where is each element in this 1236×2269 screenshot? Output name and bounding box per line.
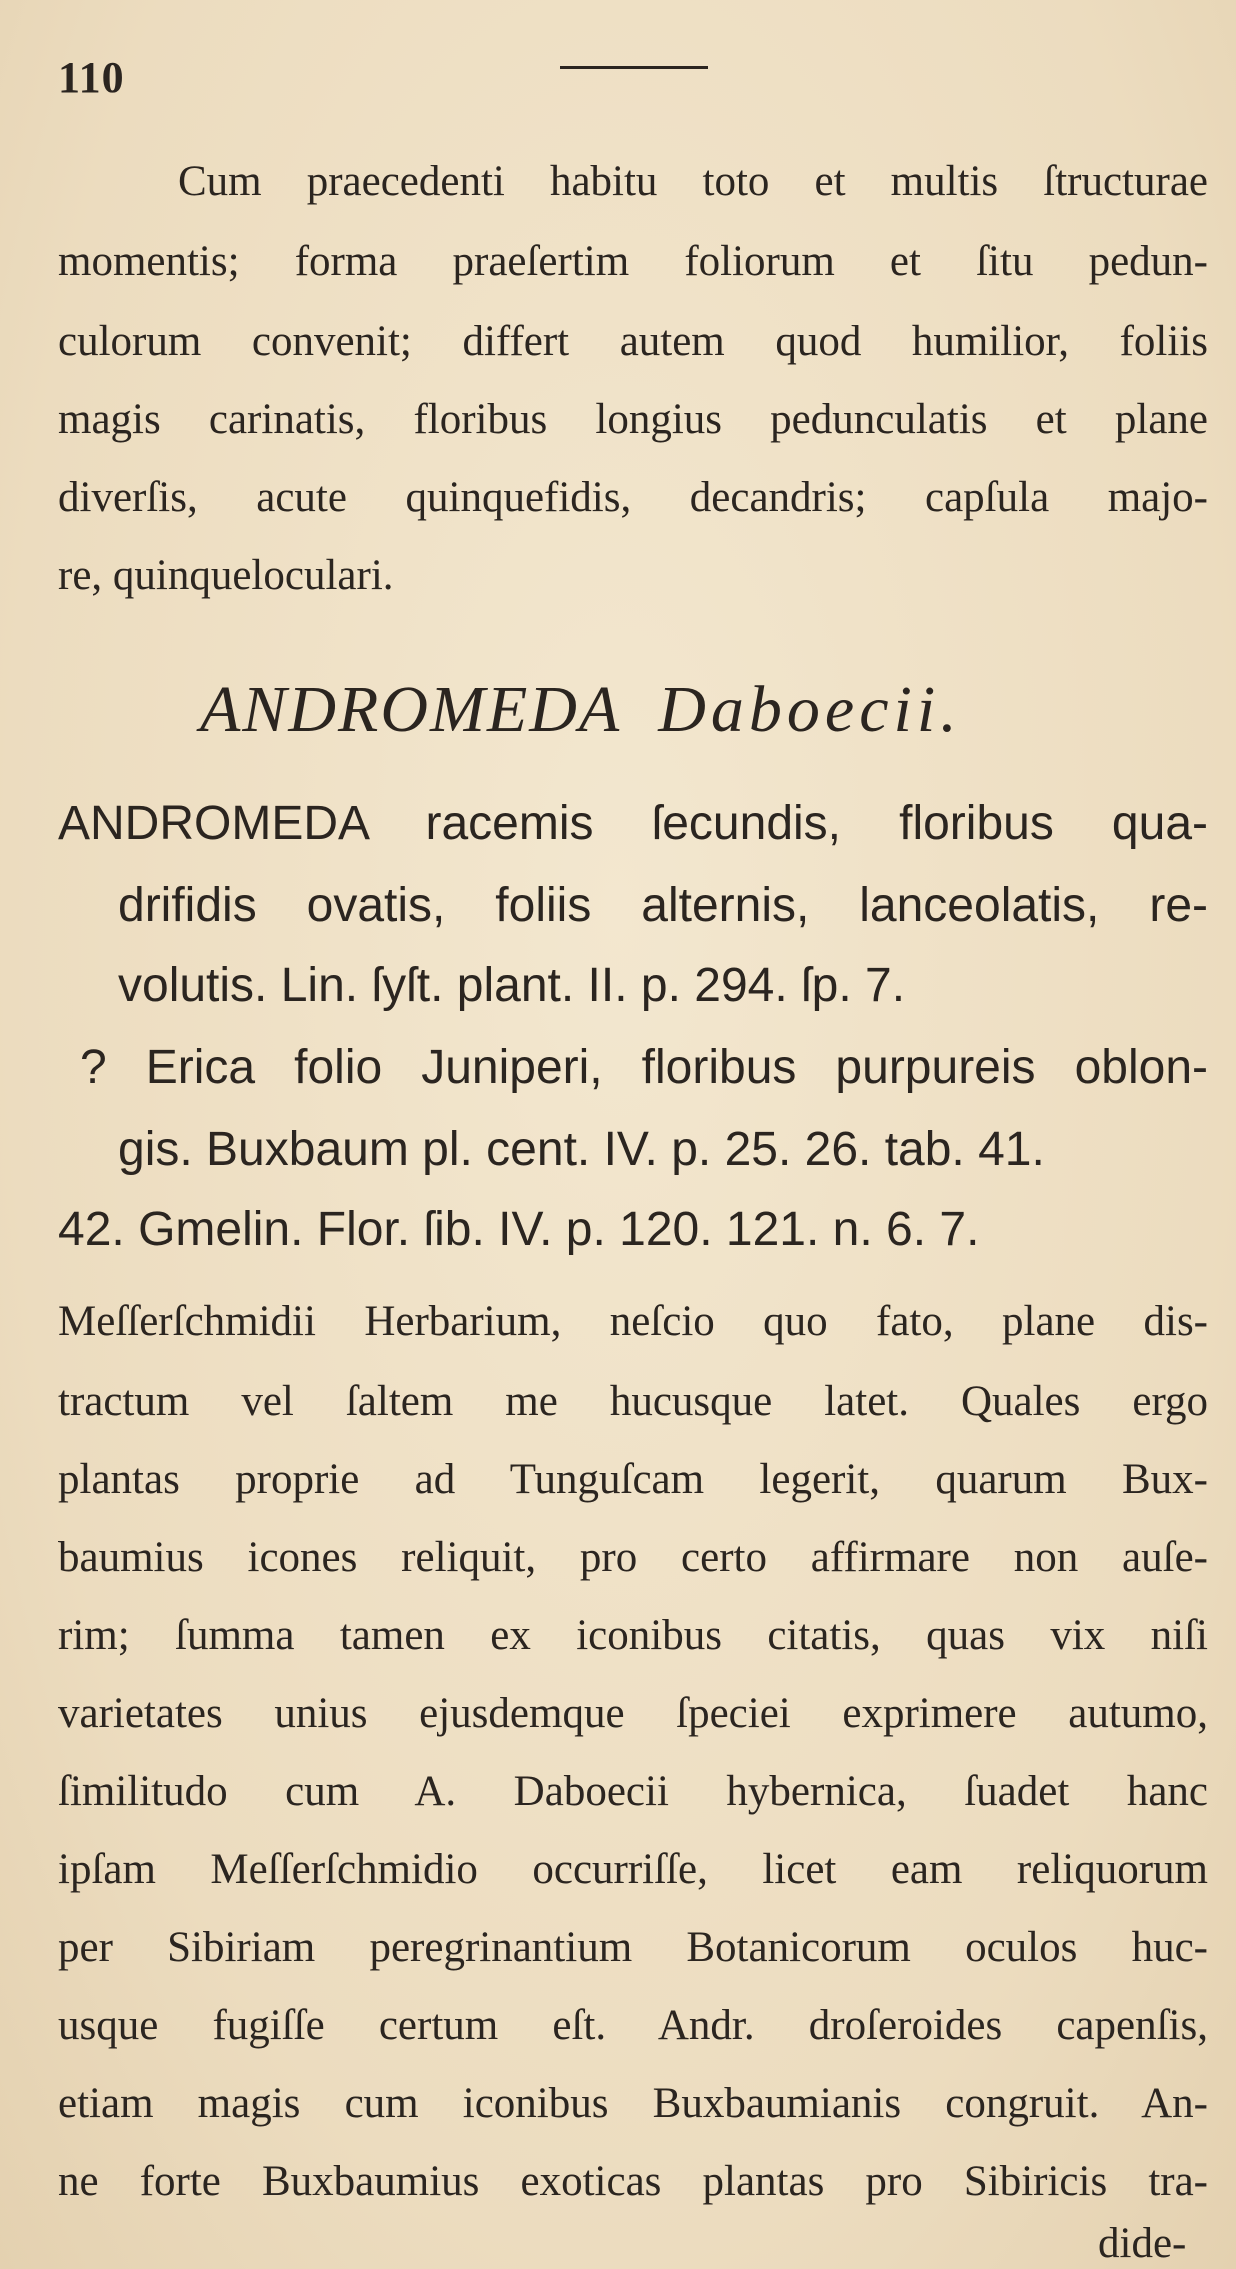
para1-line-2: momentis; forma praeſertim foliorum et ſitu pedun- <box>58 238 1208 285</box>
diagnosis-line-2: drifidis ovatis, foliis alternis, lanceolatis, re- <box>118 879 1208 932</box>
synonym-line-1: ? Erica folio Juniperi, floribus purpureis oblon- <box>80 1041 1208 1094</box>
para2-line-3: plantas proprie ad Tunguſcam legerit, quarum Bux- <box>58 1456 1208 1503</box>
para1-line-5: diverſis, acute quinquefidis, decandris; capſula majo- <box>58 474 1208 521</box>
title-genus: ANDROMEDA <box>200 673 622 746</box>
para2-line-11: etiam magis cum iconibus Buxbaumianis congruit. An- <box>58 2080 1208 2127</box>
para2-line-1: Meſſerſchmidii Herbarium, neſcio quo fato, plane dis- <box>58 1298 1208 1345</box>
synonym-line-3: 42. Gmelin. Flor. ſib. IV. p. 120. 121. n. 6. 7. <box>58 1203 980 1256</box>
para2-line-2: tractum vel ſaltem me hucusque latet. Quales ergo <box>58 1378 1208 1425</box>
diagnosis-line-3: volutis. Lin. ſyſt. plant. II. p. 294. ſp. 7. <box>118 959 906 1012</box>
para2-line-7: ſimilitudo cum A. Daboecii hybernica, ſuadet hanc <box>58 1768 1208 1815</box>
para2-line-5: rim; ſumma tamen ex iconibus citatis, quas vix niſi <box>58 1612 1208 1659</box>
para2-line-12: ne forte Buxbaumius exoticas plantas pro Sibiricis tra- <box>58 2158 1208 2205</box>
para1-line-1-text: Cum praecedenti habitu toto et multis ſtructurae <box>178 158 1208 205</box>
title-species: Daboecii. <box>658 673 962 746</box>
diagnosis-line-1: ANDROMEDA racemis ſecundis, floribus qua- <box>58 797 1208 850</box>
para2-line-10: usque fugiſſe certum eſt. Andr. droſeroides capenſis, <box>58 2002 1208 2049</box>
para1-line-6: re, quinqueloculari. <box>58 552 394 599</box>
para2-line-8: ipſam Meſſerſchmidio occurriſſe, licet eam reliquorum <box>58 1846 1208 1893</box>
section-title <box>200 672 962 748</box>
para1-line-3: culorum convenit; differt autem quod humilior, foliis <box>58 318 1208 365</box>
para1-line-1 <box>178 160 1208 203</box>
para2-line-4: baumius icones reliquit, pro certo affirmare non auſe- <box>58 1534 1208 1581</box>
synonym-line-2: gis. Buxbaum pl. cent. IV. p. 25. 26. tab. 41. <box>118 1123 1045 1176</box>
para2-line-6: varietates unius ejusdemque ſpeciei exprimere autumo, <box>58 1690 1208 1737</box>
para1-line-4: magis carinatis, floribus longius pedunculatis et plane <box>58 396 1208 443</box>
catchword: dide- <box>1098 2220 1187 2267</box>
para2-line-9: per Sibiriam peregrinantium Botanicorum oculos huc- <box>58 1924 1208 1971</box>
header-rule <box>560 66 708 69</box>
page-number: 110 <box>58 53 125 102</box>
